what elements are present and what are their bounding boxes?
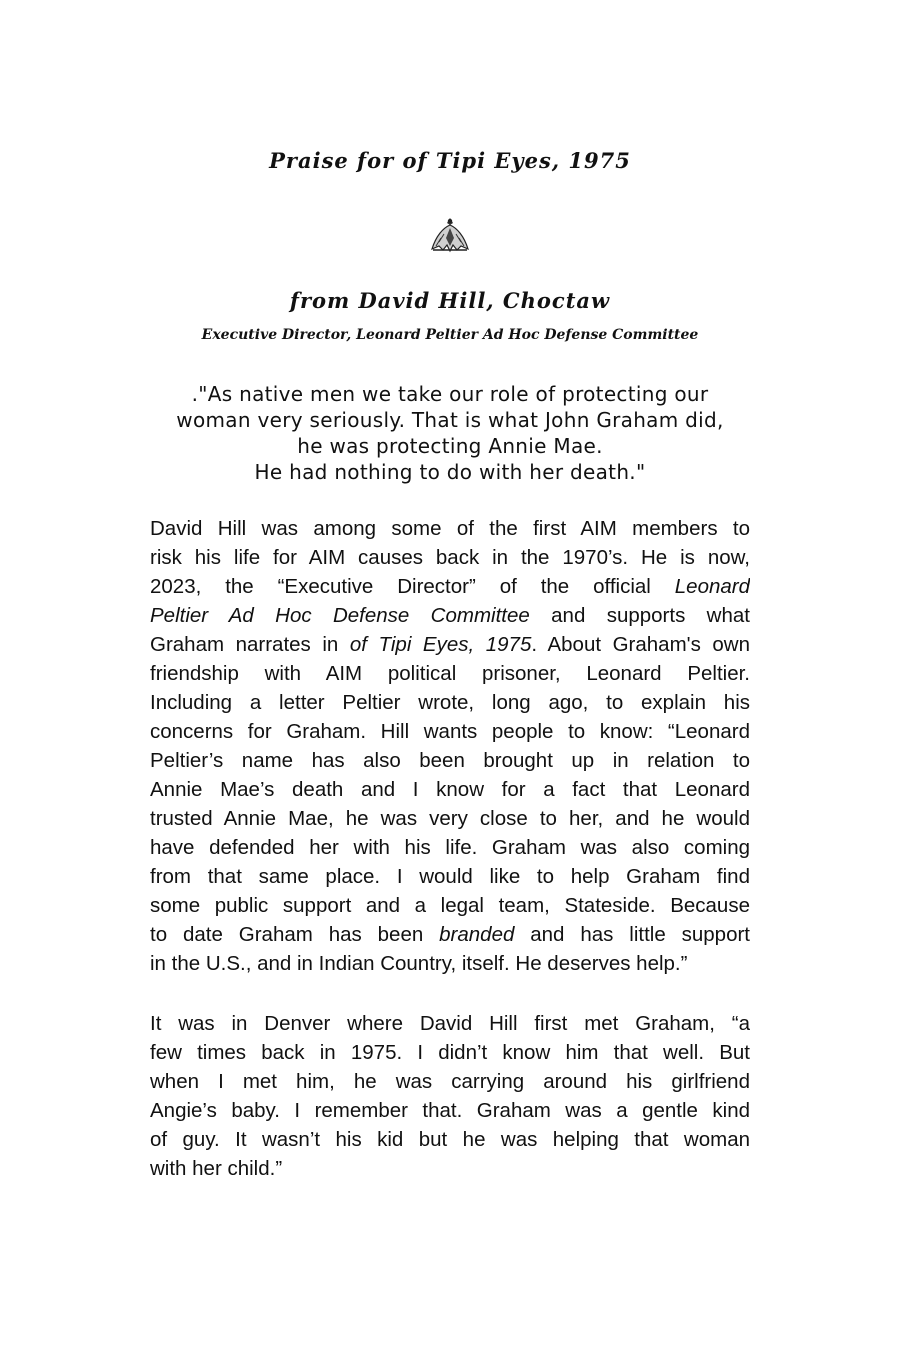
text-line: risk his life for AIM causes back in the 1970’s. He is now, (150, 546, 750, 569)
text-line (150, 920, 750, 949)
text-line (150, 630, 750, 659)
text-line: of guy. It wasn’t his kid but he was helping that woman (150, 1128, 750, 1151)
text-line: in the U.S., and in Indian Country, itself. He deserves help.” (150, 952, 688, 975)
thunderbird-icon (429, 216, 471, 254)
text-line: concerns for Graham. Hill wants people to know: “Leonard (150, 720, 750, 743)
text-run: and supports what (529, 604, 750, 627)
page-title: Praise for of Tipi Eyes, 1975 (269, 148, 631, 173)
text-line: from that same place. I would like to help Graham find (150, 865, 750, 888)
text-line: Annie Mae’s death and I know for a fact that Leonard (150, 778, 750, 801)
body-paragraph-2 (150, 1009, 750, 1183)
attribution-name: from David Hill, Choctaw (289, 288, 611, 313)
text-line: few times back in 1975. I didn’t know him that well. But (150, 1041, 750, 1064)
text-line: It was in Denver where David Hill first met Graham, “a (150, 1012, 750, 1035)
text-run: to date Graham has been (150, 923, 440, 946)
text-line: some public support and a legal team, Stateside. Because (150, 894, 750, 917)
quote-line: He had nothing to do with her death." (254, 460, 646, 484)
emphasis-italic: branded (439, 923, 515, 946)
text-line: Including a letter Peltier wrote, long ago, to explain his (150, 691, 750, 714)
text-line: trusted Annie Mae, he was very close to her, and he would (150, 807, 750, 830)
text-run: and has little support (514, 923, 750, 946)
text-line: friendship with AIM political prisoner, Leonard Peltier. (150, 662, 750, 685)
text-line: when I met him, he was carrying around his girlfriend (150, 1070, 750, 1093)
body-paragraph-1 (150, 514, 750, 978)
text-line: have defended her with his life. Graham was also coming (150, 836, 750, 859)
text-run: 2023, the “Executive Director” of the official (150, 575, 675, 598)
text-line: David Hill was among some of the first AIM members to (150, 517, 750, 540)
text-line: with her child.” (150, 1157, 283, 1180)
book-title-italic: of Tipi Eyes, 1975 (349, 633, 532, 656)
book-title-italic: Leonard (674, 575, 750, 598)
text-line (150, 572, 750, 601)
text-line (150, 601, 750, 630)
book-title-italic: Peltier Ad Hoc Defense Committee (150, 604, 530, 627)
text-line: Angie’s baby. I remember that. Graham was a gentle kind (150, 1099, 750, 1122)
pull-quote (150, 381, 750, 485)
text-run: Graham narrates in (150, 633, 350, 656)
quote-line: ."As native men we take our role of protecting our (191, 382, 709, 406)
quote-line: he was protecting Annie Mae. (297, 434, 603, 458)
text-line: Peltier’s name has also been brought up in relation to (150, 749, 750, 772)
attribution-affiliation: Executive Director, Leonard Peltier Ad Hoc Defense Committee (201, 327, 699, 343)
quote-line: woman very seriously. That is what John Graham did, (176, 408, 724, 432)
text-run: . About Graham's own (531, 633, 750, 656)
